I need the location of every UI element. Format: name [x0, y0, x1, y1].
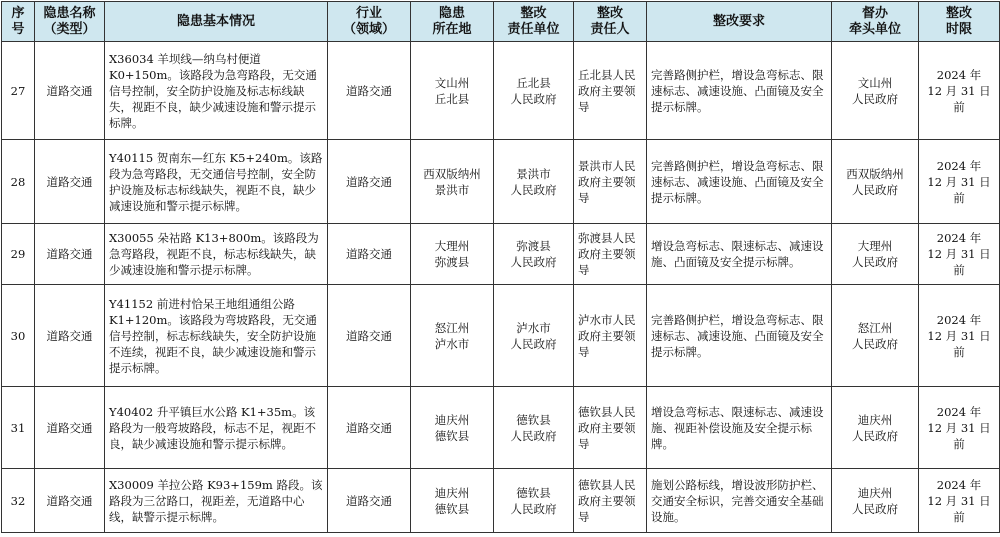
cell-requirement: 增设急弯标志、限速标志、减速设施、视距补偿设施及安全提示标牌。 — [647, 387, 832, 469]
header-person: 整改 责任人 — [574, 2, 647, 42]
cell-name: 道路交通 — [35, 285, 105, 387]
cell-name: 道路交通 — [35, 42, 105, 140]
table-row — [2, 469, 1000, 533]
cell-location: 西双版纳州 景洪市 — [411, 140, 494, 224]
cell-unit: 泸水市 人民政府 — [494, 285, 574, 387]
hazard-table — [1, 1, 1000, 533]
header-unit: 整改 责任单位 — [494, 2, 574, 42]
cell-deadline: 2024 年 12 月 31 日前 — [919, 469, 1000, 533]
header-name: 隐患名称 （类型） — [35, 2, 105, 42]
header-supervisor: 督办 牵头单位 — [832, 2, 919, 42]
cell-seq: 29 — [2, 224, 35, 285]
cell-requirement: 施划公路标线，增设波形防护栏、交通安全标识，完善交通安全基础设施。 — [647, 469, 832, 533]
cell-desc: X36034 羊坝线—纳乌村便道 K0+150m。该路段为急弯路段，无交通信号控制，安全防护设施及标志标线缺失，视距不良，缺少减速设施和警示提示标牌。 — [105, 42, 328, 140]
cell-location: 文山州 丘北县 — [411, 42, 494, 140]
table-row — [2, 387, 1000, 469]
cell-supervisor: 大理州 人民政府 — [832, 224, 919, 285]
cell-requirement: 完善路侧护栏，增设急弯标志、限速标志、减速设施、凸面镜及安全提示标牌。 — [647, 285, 832, 387]
cell-supervisor: 西双版纳州 人民政府 — [832, 140, 919, 224]
cell-requirement: 完善路侧护栏，增设急弯标志、限速标志、减速设施、凸面镜及安全提示标牌。 — [647, 42, 832, 140]
cell-person: 景洪市人民政府主要领导 — [574, 140, 647, 224]
cell-location: 怒江州 泸水市 — [411, 285, 494, 387]
cell-deadline: 2024 年 12 月 31 日前 — [919, 140, 1000, 224]
cell-desc: Y41152 前进村恰呆王地组通组公路 K1+120m。该路段为弯坡路段，无交通信号控制，标志标线缺失，安全防护设施不连续，视距不良，缺少减速设施和警示提示标牌。 — [105, 285, 328, 387]
cell-supervisor: 文山州 人民政府 — [832, 42, 919, 140]
cell-name: 道路交通 — [35, 224, 105, 285]
cell-deadline: 2024 年 12 月 31 日前 — [919, 387, 1000, 469]
cell-industry: 道路交通 — [328, 42, 411, 140]
cell-unit: 弥渡县 人民政府 — [494, 224, 574, 285]
cell-seq: 28 — [2, 140, 35, 224]
cell-deadline: 2024 年 12 月 31 日前 — [919, 42, 1000, 140]
cell-location: 迪庆州 德钦县 — [411, 469, 494, 533]
cell-unit: 德钦县 人民政府 — [494, 387, 574, 469]
cell-person: 丘北县人民政府主要领导 — [574, 42, 647, 140]
cell-industry: 道路交通 — [328, 285, 411, 387]
cell-name: 道路交通 — [35, 140, 105, 224]
header-row — [2, 2, 1000, 42]
cell-desc: Y40402 升平镇巨水公路 K1+35m。该路段为一般弯坡路段，标志不足，视距不良，缺少减速设施和警示提示标牌。 — [105, 387, 328, 469]
cell-unit: 德钦县 人民政府 — [494, 469, 574, 533]
cell-name: 道路交通 — [35, 469, 105, 533]
cell-person: 泸水市人民政府主要领导 — [574, 285, 647, 387]
cell-seq: 32 — [2, 469, 35, 533]
header-deadline: 整改 时限 — [919, 2, 1000, 42]
cell-seq: 27 — [2, 42, 35, 140]
table-row — [2, 140, 1000, 224]
cell-unit: 丘北县 人民政府 — [494, 42, 574, 140]
cell-supervisor: 迪庆州 人民政府 — [832, 387, 919, 469]
cell-deadline: 2024 年 12 月 31 日前 — [919, 224, 1000, 285]
header-requirement: 整改要求 — [647, 2, 832, 42]
table-row — [2, 224, 1000, 285]
header-desc: 隐患基本情况 — [105, 2, 328, 42]
cell-name: 道路交通 — [35, 387, 105, 469]
cell-requirement: 完善路侧护栏，增设急弯标志、限速标志、减速设施、凸面镜及安全提示标牌。 — [647, 140, 832, 224]
header-industry: 行业 （领域） — [328, 2, 411, 42]
cell-industry: 道路交通 — [328, 140, 411, 224]
cell-supervisor: 怒江州 人民政府 — [832, 285, 919, 387]
cell-supervisor: 迪庆州 人民政府 — [832, 469, 919, 533]
cell-desc: X30009 羊拉公路 K93+159m 路段。该路段为三岔路口，视距差，无道路中心线，缺警示提示标牌。 — [105, 469, 328, 533]
cell-requirement: 增设急弯标志、限速标志、减速设施、凸面镜及安全提示标牌。 — [647, 224, 832, 285]
cell-deadline: 2024 年 12 月 31 日前 — [919, 285, 1000, 387]
table-row — [2, 285, 1000, 387]
cell-seq: 30 — [2, 285, 35, 387]
cell-location: 大理州 弥渡县 — [411, 224, 494, 285]
cell-industry: 道路交通 — [328, 469, 411, 533]
cell-desc: X30055 朵祜路 K13+800m。该路段为急弯路段，视距不良，标志标线缺失，缺少减速设施和警示提示标牌。 — [105, 224, 328, 285]
cell-location: 迪庆州 德钦县 — [411, 387, 494, 469]
table-row — [2, 42, 1000, 140]
cell-person: 德钦县人民政府主要领导 — [574, 469, 647, 533]
cell-person: 弥渡县人民政府主要领导 — [574, 224, 647, 285]
cell-desc: Y40115 贺南东—红东 K5+240m。该路段为急弯路段，无交通信号控制，安全防护设施及标志标线缺失，视距不良，缺少减速设施和警示提示标牌。 — [105, 140, 328, 224]
header-location: 隐患 所在地 — [411, 2, 494, 42]
cell-seq: 31 — [2, 387, 35, 469]
cell-industry: 道路交通 — [328, 224, 411, 285]
header-seq: 序 号 — [2, 2, 35, 42]
cell-unit: 景洪市 人民政府 — [494, 140, 574, 224]
cell-person: 德钦县人民政府主要领导 — [574, 387, 647, 469]
cell-industry: 道路交通 — [328, 387, 411, 469]
